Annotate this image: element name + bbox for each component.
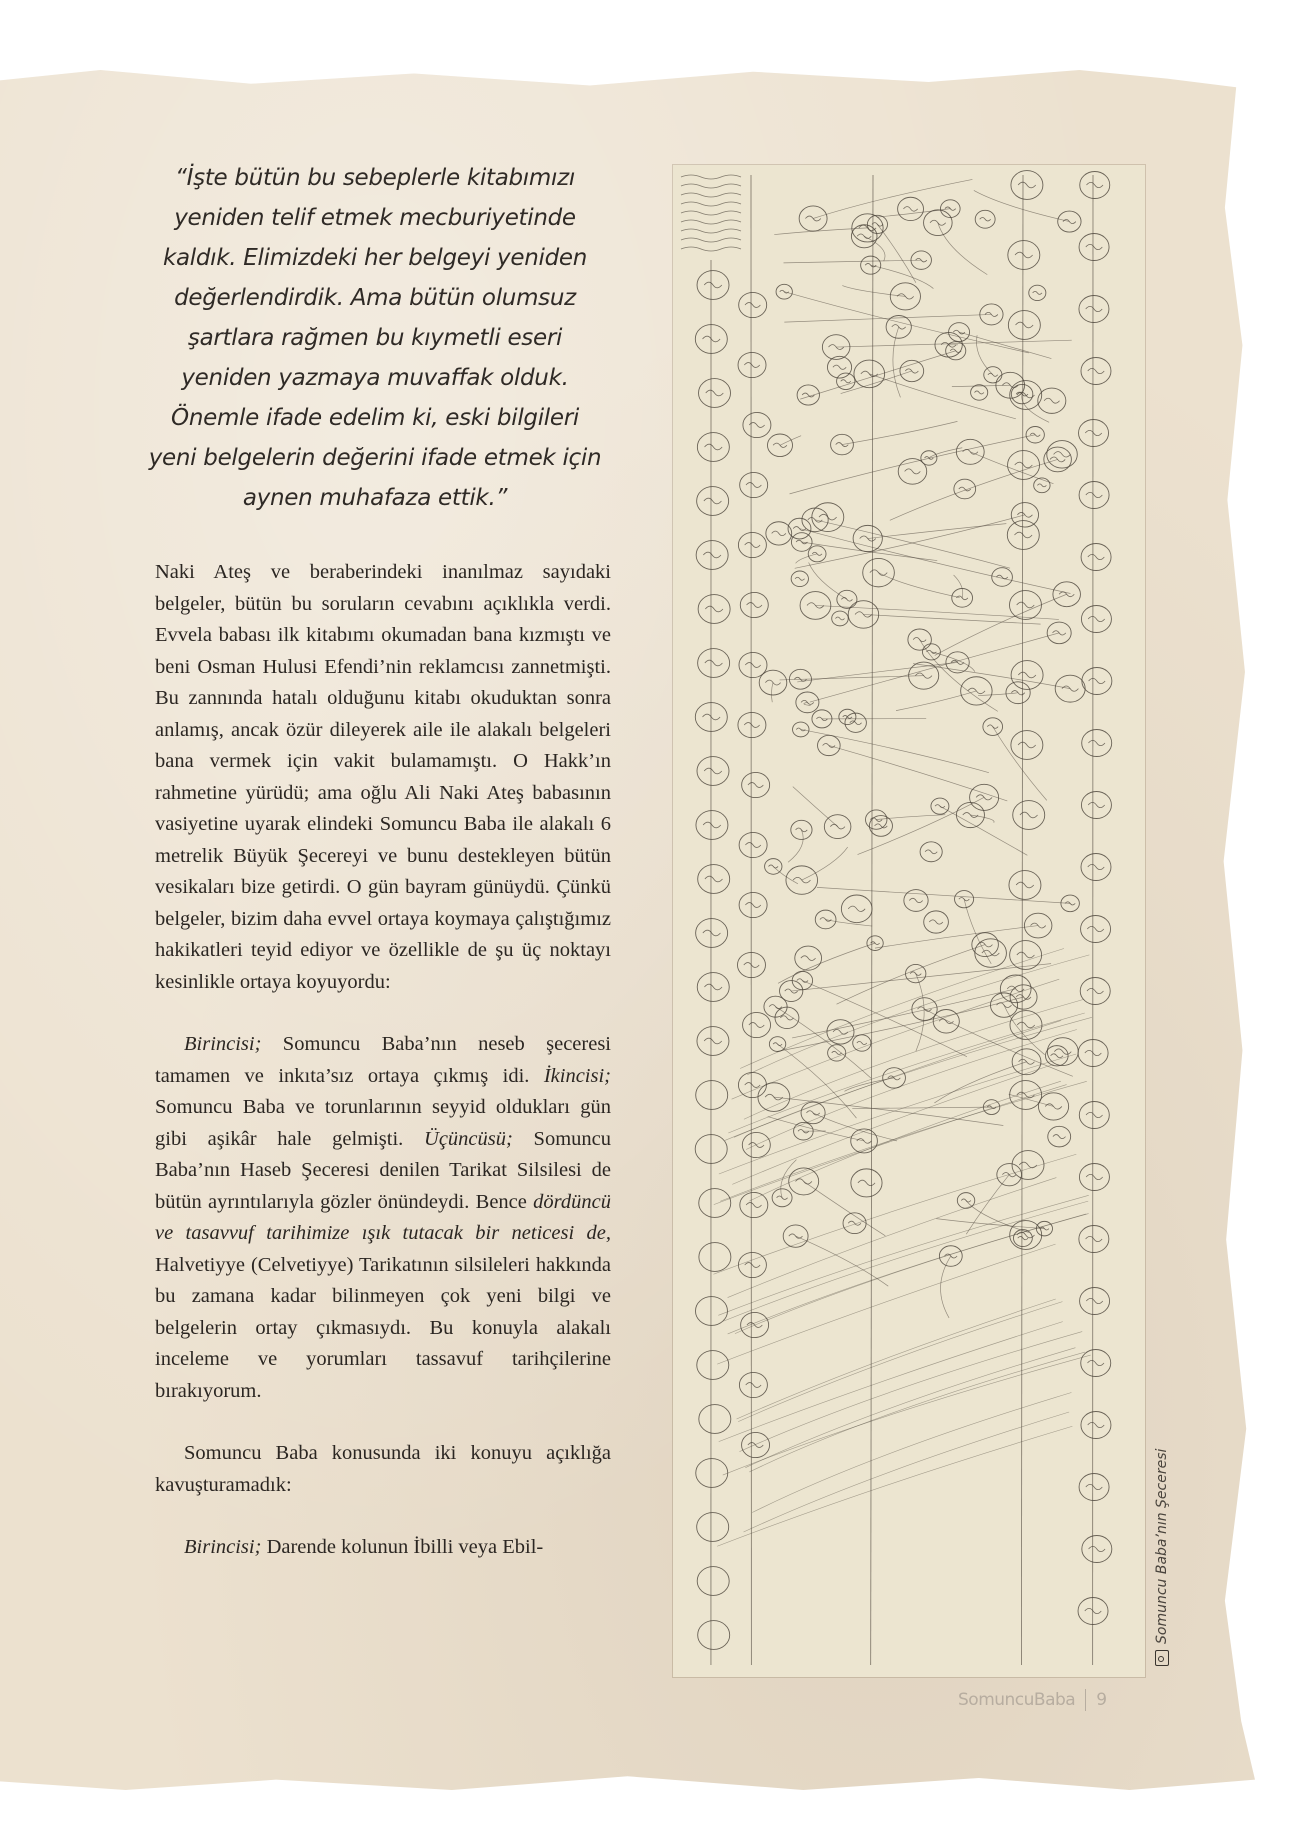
- quote-line: şartlara rağmen bu kıymetli eseri: [187, 325, 563, 351]
- paragraph-4: Birincisi; Darende kolunun İbilli veya Ebil-: [184, 1536, 544, 1558]
- paragraph-1: Naki Ateş ve beraberindeki inanılmaz sayıdaki belgeler, bütün bu soruların cevabını açıklıkla verdi. Evvela babası ilk kitabımı okumadan bana kızmıştı ve beni Osman Hulusi Efendi’nin reklamcısı zannetmişti. Bu zannında hatalı olduğunu kitabı okuduktan sonra anlamış, ancak özür dileyerek aile ile alakalı belgeleri bana vermek için vakit bulamamıştı. O Hakk’ın rahmetine yürüdü; ama oğlu Ali Naki Ateş babasının vasiyetine uyarak elindeki Somuncu Baba ile alakalı 6 metrelik Büyük Şecereyi ve bunu destekleyen bütün vesikaları bize getirdi. O gün bayram günüydü. Çünkü belgeler, bizim daha evvel ortaya koymaya çalıştığımız hakikatleri teyid ediyor ve özellikle de şu üç noktayı kesinlikle ortaya koyuyordu:: [155, 561, 611, 993]
- article-body: [155, 557, 611, 1564]
- page-footer: [958, 1686, 1107, 1714]
- quote-line: kaldık. Elimizdeki her belgeyi yeniden: [162, 245, 588, 271]
- image-caption: [1147, 1406, 1177, 1666]
- genealogy-manuscript-image: [673, 165, 1145, 1677]
- quote-line: yeni belgelerin değerini ifade etmek için: [148, 445, 602, 471]
- footer-divider: [1085, 1689, 1086, 1711]
- quote-line: Önemle ifade edelim ki, eski bilgileri: [171, 405, 579, 431]
- quote-line: değerlendirdik. Ama bütün olumsuz: [174, 285, 576, 311]
- paragraph-3: Somuncu Baba konusunda iki konuyu açıklığa kavuşturamadık:: [155, 1442, 611, 1496]
- quote-line: “İşte bütün bu sebeplerle kitabımızı: [175, 165, 575, 191]
- paragraph-2: Birincisi; Somuncu Baba’nın neseb şeceresi tamamen ve inkıta’sız ortaya çıkmış idi. İkincisi; Somuncu Baba ve torunlarının seyyid oldukları gün gibi aşikâr hale gelmişti. Üçüncüsü; Somuncu Baba’nın Haseb Şeceresi denilen Tarikat Silsilesi de bütün ayrıntılarıyla gözler önündeydi. Bence dördüncü ve tasavvuf tarihimize ışık tutacak bir neticesi de, Halvetiyye (Celvetiyye) Tarikatının silsileleri hakkında bu zamana kadar bilinmeyen çok yeni bilgi ve belgelerin ortay çıkmasıydı. Bu konuyla alakalı inceleme ve yorumları tassavuf tarihçilerine bırakıyorum.: [155, 1033, 611, 1402]
- camera-icon: [1155, 1650, 1169, 1666]
- quote-line: yeniden yazmaya muvaffak olduk.: [181, 365, 569, 391]
- manuscript-drawing: [673, 165, 1145, 1677]
- page-number: 9: [1096, 1690, 1108, 1710]
- quote-line: aynen muhafaza ettik.”: [242, 485, 508, 511]
- magazine-brand: SomuncuBaba: [958, 1690, 1076, 1710]
- pull-quote: [140, 158, 610, 518]
- quote-line: yeniden telif etmek mecburiyetinde: [174, 205, 576, 231]
- caption-text: Somuncu Baba’nın Şeceresi: [1154, 1448, 1170, 1644]
